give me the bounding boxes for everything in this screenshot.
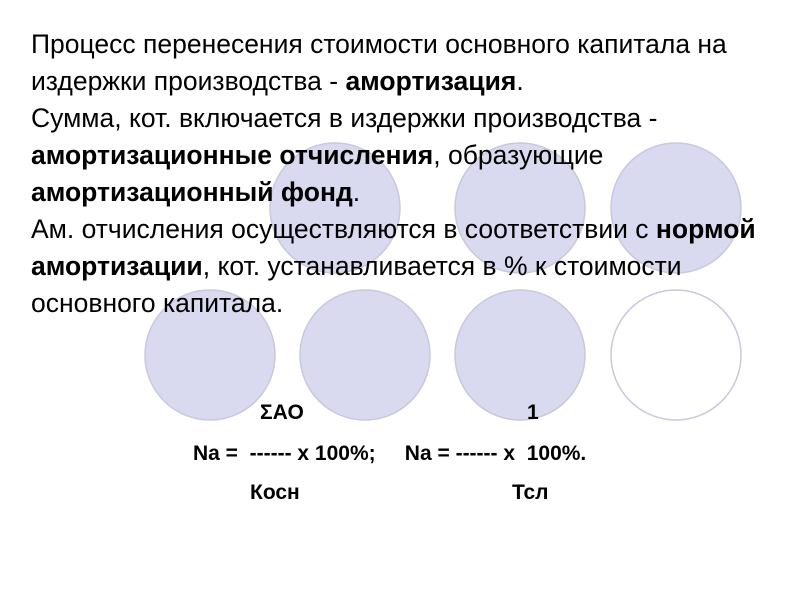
bold-term: амортизационные отчисления (31, 140, 434, 170)
text-segment: Ам. отчисления осуществляются в соответствии с (31, 214, 656, 244)
formula-denominator-kosn: Косн (250, 481, 300, 504)
formula-numerator-sum-ao: ΣАО (260, 401, 304, 424)
text-segment: , образующие (433, 140, 604, 170)
formula-denominator-tsl: Тсл (512, 481, 549, 504)
text-segment: . (352, 177, 361, 207)
paragraph-depreciation-rate (31, 211, 781, 322)
text-segment: , кот. устанавливается в % к стоимости основного капитала. (31, 251, 682, 318)
bold-term: нормой амортизации (31, 214, 756, 281)
paragraph-depreciation-charges (31, 100, 781, 211)
formula-numerator-one: 1 (527, 401, 539, 424)
text-segment: Процесс перенесения стоимости основного капитала на издержки производства - (31, 29, 727, 96)
text-segment: . (516, 66, 524, 96)
formula-main-line: Na = ------ x 100%; Na = ------ x 100%. (193, 442, 587, 465)
bold-term: амортизационный фонд (31, 177, 353, 207)
bold-term: амортизация (345, 66, 517, 96)
text-segment: Сумма, кот. включается в издержки производства - (31, 103, 658, 133)
paragraph-depreciation-definition (31, 26, 781, 100)
main-text-block (31, 26, 781, 322)
